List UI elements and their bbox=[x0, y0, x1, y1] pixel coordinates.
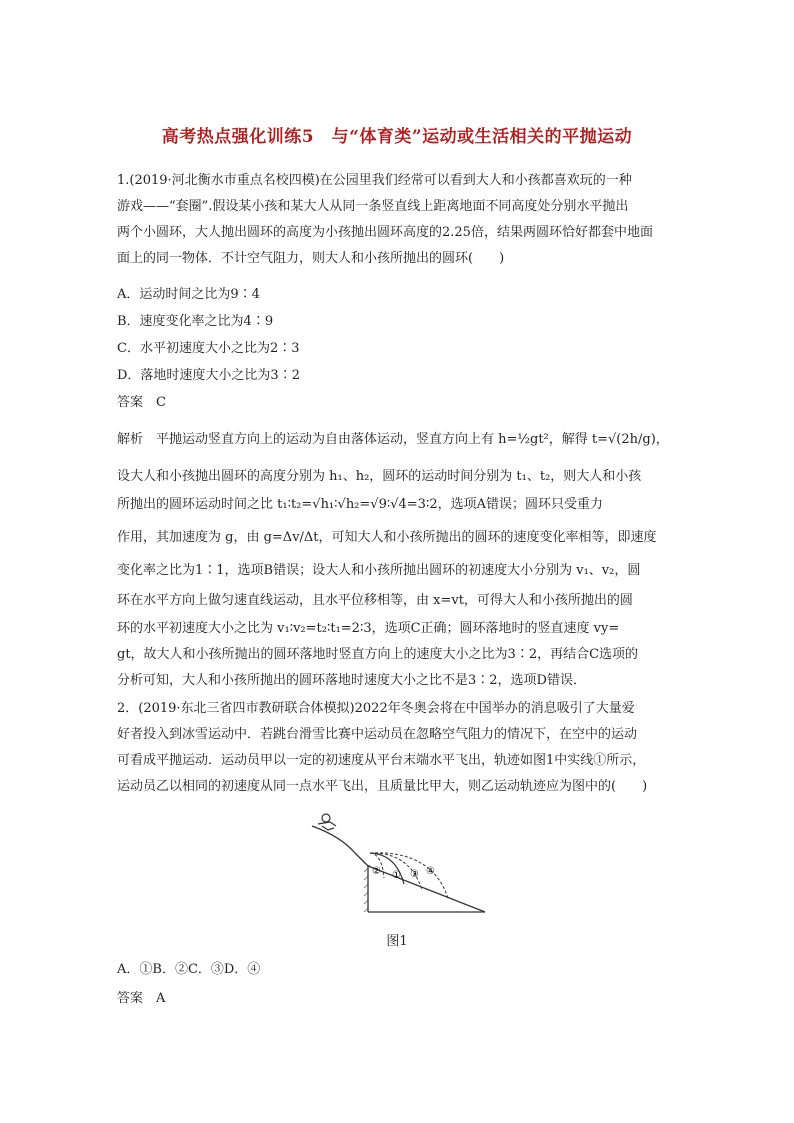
q1-option-c: C．水平初速度大小之比为2∶3 bbox=[117, 341, 300, 356]
label-4: ④ bbox=[426, 866, 435, 877]
page-title: 高考热点强化训练5 与“体育类”运动或生活相关的平抛运动 bbox=[161, 127, 633, 147]
q1-analysis-line-1: 解析 平抛运动竖直方向上的运动为自由落体运动，竖直方向上有 h=½gt²，解得 t=√(2h/g)， bbox=[117, 432, 669, 447]
q2-answer: 答案 A bbox=[117, 991, 166, 1006]
trajectory-4 bbox=[370, 853, 448, 898]
in-run-slope bbox=[312, 826, 368, 866]
q2-line-2: 好者投入到冰雪运动中．若跳台滑雪比赛中运动员在忽略空气阻力的情况下，在空中的运动 bbox=[117, 727, 638, 742]
q1-option-b: B．速度变化率之比为4∶9 bbox=[117, 314, 274, 329]
q1-analysis-line-2: 设大人和小孩抛出圆环的高度分别为 h₁、h₂，圆环的运动时间分别为 t₁、t₂，则大人和小孩 bbox=[117, 469, 642, 484]
q2-line-1: 2．(2019·东北三省四市教研联合体模拟)2022年冬奥会将在中国举办的消息吸引了大量爱 bbox=[117, 701, 635, 716]
label-1: ① bbox=[392, 870, 401, 881]
q1-analysis-line-5: 变化率之比为1∶1，选项B错误；设大人和小孩所抛出圆环的初速度大小分别为 v₁、v₂，圆 bbox=[117, 563, 641, 578]
q1-analysis-line-7: 环的水平初速度大小之比为 v₁∶v₂=t₂∶t₁=2∶3，选项C正确；圆环落地时的竖直速度 vy= bbox=[117, 621, 620, 636]
label-3: ③ bbox=[410, 869, 419, 880]
q1-option-a: A．运动时间之比为9∶4 bbox=[117, 287, 260, 302]
q1-line-1: 1.(2019·河北衡水市重点名校四模)在公园里我们经常可以看到大人和小孩都喜欢玩的一种 bbox=[117, 173, 632, 188]
figure-caption: 图1 bbox=[386, 934, 408, 949]
q1-analysis-line-9: 分析可知，大人和小孩所抛出的圆环落地时速度大小之比不是3∶2，选项D错误． bbox=[117, 673, 586, 688]
q2-options: A．①B．②C．③D．④ bbox=[117, 962, 261, 977]
q1-answer: 答案 C bbox=[117, 395, 166, 410]
q1-line-2: 游戏——“套圈”.假设某小孩和某大人从同一条竖直线上距离地面不同高度处分别水平抛出 bbox=[117, 199, 629, 214]
q2-line-4: 运动员乙以相同的初速度从同一点水平飞出，且质量比甲大，则乙运动轨迹应为图中的( ) bbox=[117, 779, 648, 794]
q1-line-3: 两个小圆环，大人抛出圆环的高度为小孩抛出圆环高度的2.25倍，结果两圆环恰好都套中地面 bbox=[117, 225, 653, 240]
q1-analysis-line-3: 所抛出的圆环运动时间之比 t₁∶t₂=√h₁∶√h₂=√9∶√4=3∶2，选项A错误；圆环只受重力 bbox=[117, 497, 603, 512]
q1-analysis-line-6: 环在水平方向上做匀速直线运动，且水平位移相等，由 x=vt，可得大人和小孩所抛出的圆 bbox=[117, 593, 633, 608]
skier-icon bbox=[318, 814, 336, 830]
ski-jump-figure bbox=[300, 808, 500, 918]
q1-line-4: 面上的同一物体．不计空气阻力，则大人和小孩所抛出的圆环( ) bbox=[117, 251, 505, 266]
q1-analysis-line-8: gt，故大人和小孩所抛出的圆环落地时竖直方向上的速度大小之比为3∶2，再结合C选项的 bbox=[117, 647, 639, 662]
q2-line-3: 可看成平抛运动．运动员甲以一定的初速度从平台末端水平飞出，轨迹如图1中实线①所示， bbox=[117, 753, 646, 768]
q1-analysis-line-4: 作用，其加速度为 g，由 g=Δv/Δt，可知大人和小孩所抛出的圆环的速度变化率相等，即速度 bbox=[117, 530, 657, 545]
label-2: ② bbox=[372, 866, 381, 877]
q1-option-d: D．落地时速度大小之比为3∶2 bbox=[117, 368, 300, 383]
